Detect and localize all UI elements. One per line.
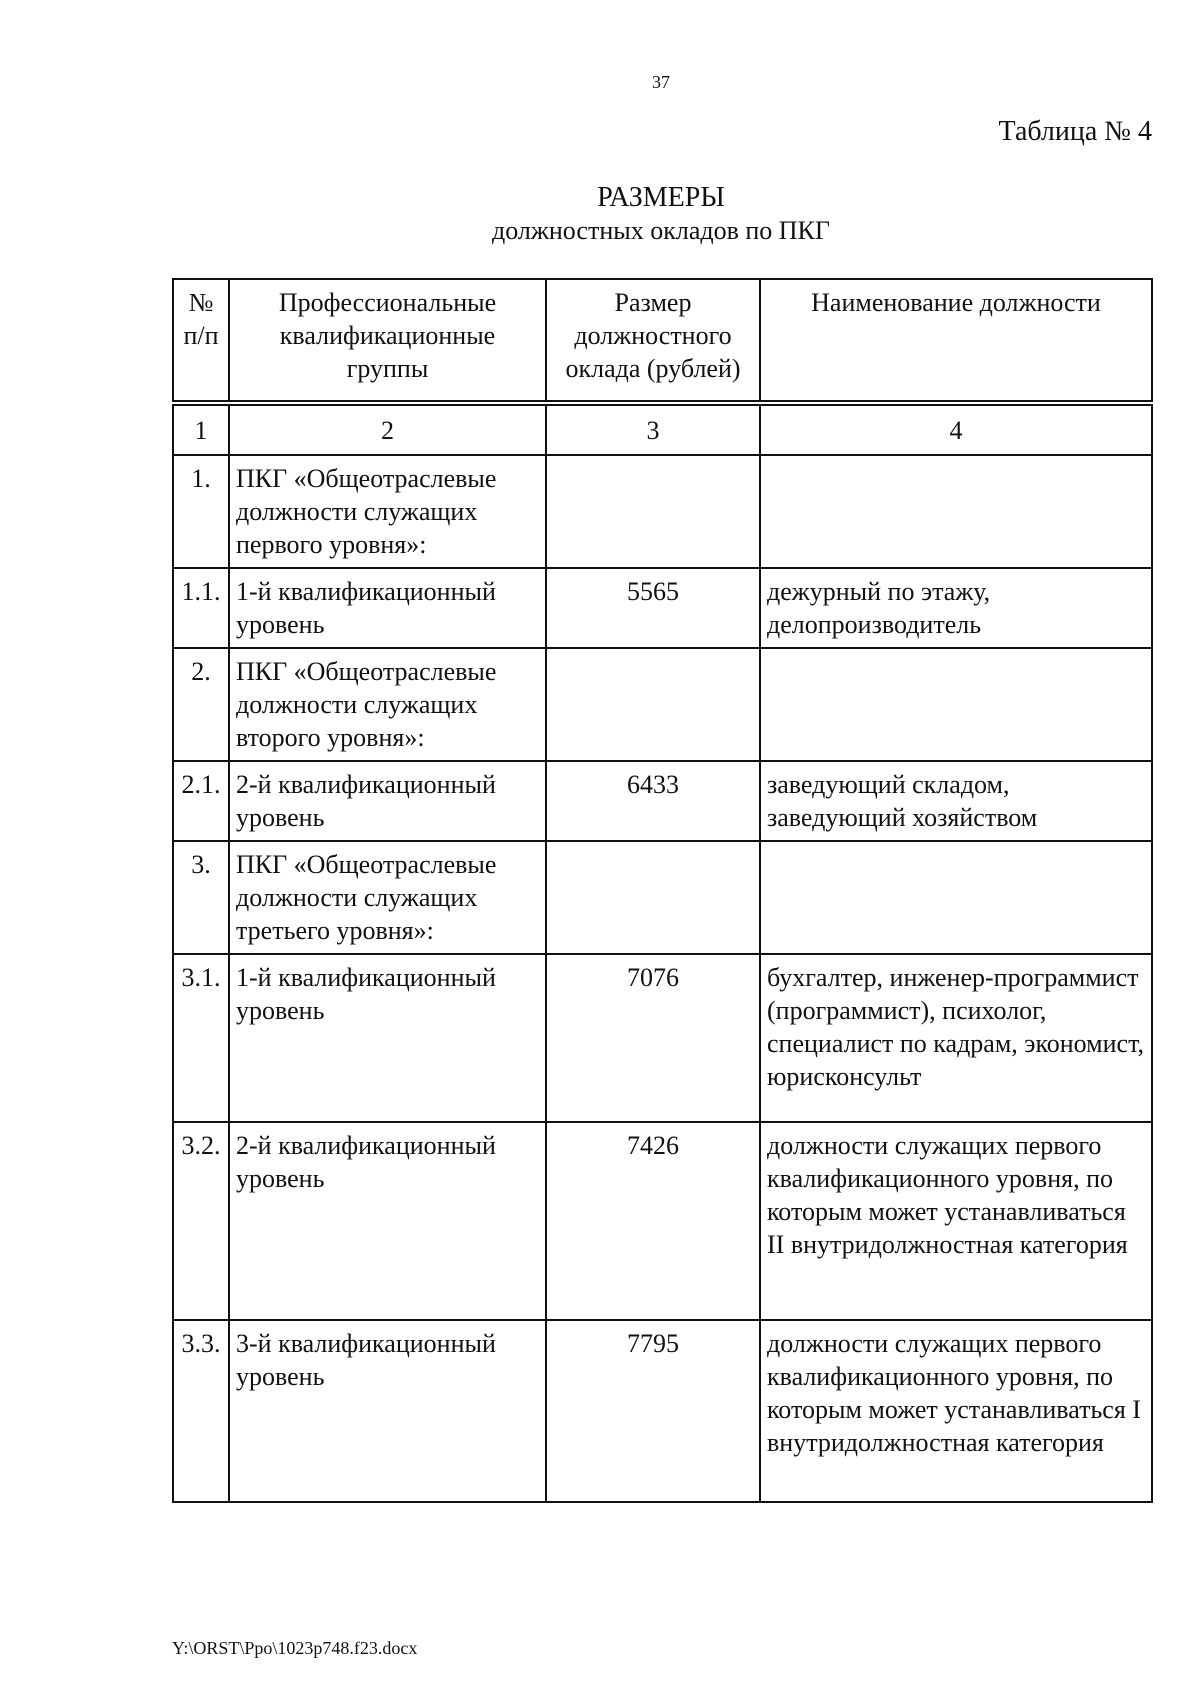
column-number-3: 3 xyxy=(546,403,760,455)
table-row xyxy=(173,455,1152,568)
row-group: 3-й квалификационный уровень xyxy=(229,1320,546,1502)
header-salary: Размер должностного оклада (рублей) xyxy=(546,279,760,403)
row-salary: 5565 xyxy=(546,568,760,648)
row-positions xyxy=(760,455,1152,568)
row-positions: дежурный по этажу, делопроизводитель xyxy=(760,568,1152,648)
column-number-1: 1 xyxy=(173,403,229,455)
row-positions: должности служащих первого квалификационного уровня, по которым может устанавливаться II внутридолжностная категория xyxy=(760,1122,1152,1320)
table-row xyxy=(173,568,1152,648)
row-number: 1.1. xyxy=(173,568,229,648)
row-group: 2-й квалификационный уровень xyxy=(229,761,546,841)
column-numbering-row xyxy=(173,403,1152,455)
row-salary xyxy=(546,455,760,568)
row-group: 1-й квалификационный уровень xyxy=(229,568,546,648)
row-group: ПКГ «Общеотраслевые должности служащих первого уровня»: xyxy=(229,455,546,568)
document-title: РАЗМЕРЫ xyxy=(597,182,725,213)
header-group: Профессиональные квалификационные группы xyxy=(229,279,546,403)
table-row xyxy=(173,1320,1152,1502)
header-position: Наименование должности xyxy=(760,279,1152,403)
row-number: 2. xyxy=(173,648,229,761)
row-group: 2-й квалификационный уровень xyxy=(229,1122,546,1320)
header-number: № п/п xyxy=(173,279,229,403)
row-salary xyxy=(546,648,760,761)
document-subtitle: должностных окладов по ПКГ xyxy=(492,216,830,245)
row-number: 3.2. xyxy=(173,1122,229,1320)
table-label: Таблица № 4 xyxy=(998,116,1152,147)
column-number-2: 2 xyxy=(229,403,546,455)
table-row xyxy=(173,841,1152,954)
row-salary: 7795 xyxy=(546,1320,760,1502)
table-row xyxy=(173,648,1152,761)
table-row xyxy=(173,761,1152,841)
column-number-4: 4 xyxy=(760,403,1152,455)
row-positions xyxy=(760,648,1152,761)
row-positions xyxy=(760,841,1152,954)
row-salary xyxy=(546,841,760,954)
row-salary: 6433 xyxy=(546,761,760,841)
table-row xyxy=(173,954,1152,1122)
row-group: ПКГ «Общеотраслевые должности служащих второго уровня»: xyxy=(229,648,546,761)
row-number: 3. xyxy=(173,841,229,954)
footer-file-path: Y:\ORST\Ppo\1023p748.f23.docx xyxy=(172,1638,418,1658)
page-number: 37 xyxy=(652,72,670,92)
row-positions: должности служащих первого квалификационного уровня, по которым может устанавливаться I внутридолжностная категория xyxy=(760,1320,1152,1502)
table-header-row xyxy=(173,279,1152,403)
row-salary: 7426 xyxy=(546,1122,760,1320)
row-group: ПКГ «Общеотраслевые должности служащих третьего уровня»: xyxy=(229,841,546,954)
row-number: 3.1. xyxy=(173,954,229,1122)
row-salary: 7076 xyxy=(546,954,760,1122)
row-number: 1. xyxy=(173,455,229,568)
salary-table xyxy=(172,278,1153,1503)
table-row xyxy=(173,1122,1152,1320)
row-positions: заведующий складом, заведующий хозяйством xyxy=(760,761,1152,841)
row-number: 2.1. xyxy=(173,761,229,841)
row-number: 3.3. xyxy=(173,1320,229,1502)
row-positions: бухгалтер, инженер-программист (программист), психолог, специалист по кадрам, экономист, юрисконсульт xyxy=(760,954,1152,1122)
row-group: 1-й квалификационный уровень xyxy=(229,954,546,1122)
